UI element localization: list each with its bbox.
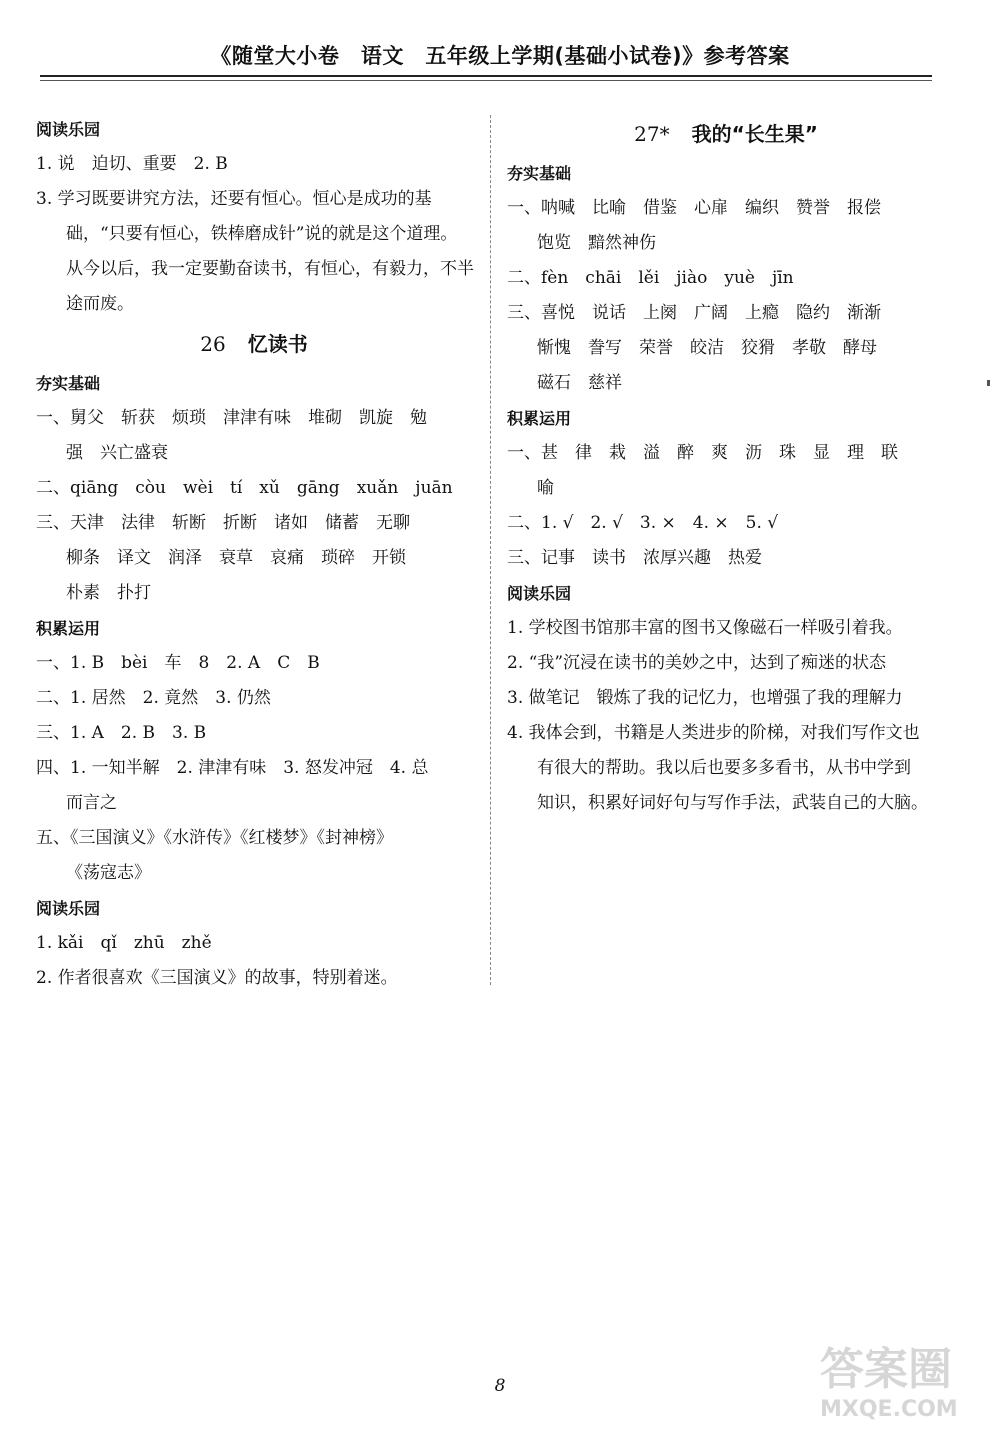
answer-line: 二、qiāng còu wèi tí xǔ gāng xuǎn juān [36,478,453,498]
section-heading: 积累运用 [36,619,101,638]
answer-line: 《荡寇志》 [66,863,151,883]
lesson-title [36,322,472,366]
lesson-title [507,112,945,156]
answer-line: 一、1. B bèi 车 8 2. A C B [36,653,320,673]
lesson-number: 27* [634,122,670,146]
answer-line: 三、记事 读书 浓厚兴趣 热爱 [507,548,762,568]
answer-line: 三、喜悦 说话 上阕 广阔 上瘾 隐约 渐渐 [507,303,881,323]
right-column [507,112,945,821]
answer-line: 2. 作者很喜欢《三国演义》的故事，特别着迷。 [36,968,398,988]
watermark-logo [820,1345,990,1435]
watermark-url: MXQE.COM [820,1397,958,1422]
answer-line: 3. 做笔记 锻炼了我的记忆力，也增强了我的理解力 [507,688,903,708]
lesson-name: 忆读书 [247,332,308,356]
answer-line: 饱览 黯然神伤 [537,233,656,253]
lesson-name: 我的“长生果” [691,122,818,146]
answer-line: 1. 学校图书馆那丰富的图书又像磁石一样吸引着我。 [507,618,903,638]
answer-line: 1. 说 迫切、重要 2. B [36,154,228,174]
page-header-title: 《随堂大小卷 语文 五年级上学期(基础小试卷)》参考答案 [210,44,790,68]
column-divider [490,115,491,985]
header-rule-thin [40,80,932,81]
margin-mark [987,380,990,386]
header-rule-thick [40,75,932,77]
answer-line: 而言之 [66,793,117,813]
left-column [36,112,472,996]
section-heading: 阅读乐园 [507,584,572,603]
answer-line: 二、fèn chāi lěi jiào yuè jīn [507,268,794,288]
answer-line: 柳条 译文 润泽 衰草 哀痛 琐碎 开锁 [66,548,406,568]
answer-line: 惭愧 誊写 荣誉 皎洁 狡猾 孝敬 酵母 [537,338,877,358]
answer-line: 2. “我”沉浸在读书的美妙之中，达到了痴迷的状态 [507,653,887,673]
page-number: 8 [494,1376,506,1396]
answer-line: 一、甚 律 栽 溢 醉 爽 沥 珠 显 理 联 [507,443,898,463]
answer-line: 二、1. √ 2. √ 3. × 4. × 5. √ [507,513,779,533]
answer-line: 喻 [537,478,554,498]
section-heading: 夯实基础 [507,164,572,183]
answer-line: 强 兴亡盛衰 [66,443,168,463]
section-heading: 阅读乐园 [36,120,101,139]
answer-line: 一、舅父 斩获 烦琐 津津有味 堆砌 凯旋 勉 [36,408,427,428]
section-heading: 夯实基础 [36,374,101,393]
answer-line: 朴素 扑打 [66,583,151,603]
lesson-number: 26 [200,332,226,356]
section-heading: 积累运用 [507,409,572,428]
answer-line: 三、1. A 2. B 3. B [36,723,207,743]
section-heading: 阅读乐园 [36,899,101,918]
answer-line: 五、《三国演义》《水浒传》《红楼梦》《封神榜》 [36,828,393,848]
answer-line: 础，“只要有恒心，铁棒磨成针”说的就是这个道理。 [66,224,458,244]
watermark-text: 答案圈 [820,1344,952,1395]
answer-line: 磁石 慈祥 [537,373,622,393]
answer-line: 途而废。 [66,294,134,314]
answer-line: 1. kǎi qǐ zhū zhě [36,933,212,953]
answer-line: 二、1. 居然 2. 竟然 3. 仍然 [36,688,271,708]
answer-line: 有很大的帮助。我以后也要多多看书，从书中学到 [537,758,911,778]
answer-line: 四、1. 一知半解 2. 津津有味 3. 怒发冲冠 4. 总 [36,758,429,778]
answer-line: 3. 学习既要讲究方法，还要有恒心。恒心是成功的基 [36,189,432,209]
answer-line: 4. 我体会到，书籍是人类进步的阶梯，对我们写作文也 [507,723,920,743]
answer-line: 一、呐喊 比喻 借鉴 心扉 编织 赞誉 报偿 [507,198,881,218]
answer-line: 三、天津 法律 斩断 折断 诸如 储蓄 无聊 [36,513,410,533]
answer-line: 从今以后，我一定要勤奋读书，有恒心，有毅力，不半 [66,259,474,279]
answer-line: 知识，积累好词好句与写作手法，武装自己的大脑。 [537,793,928,813]
